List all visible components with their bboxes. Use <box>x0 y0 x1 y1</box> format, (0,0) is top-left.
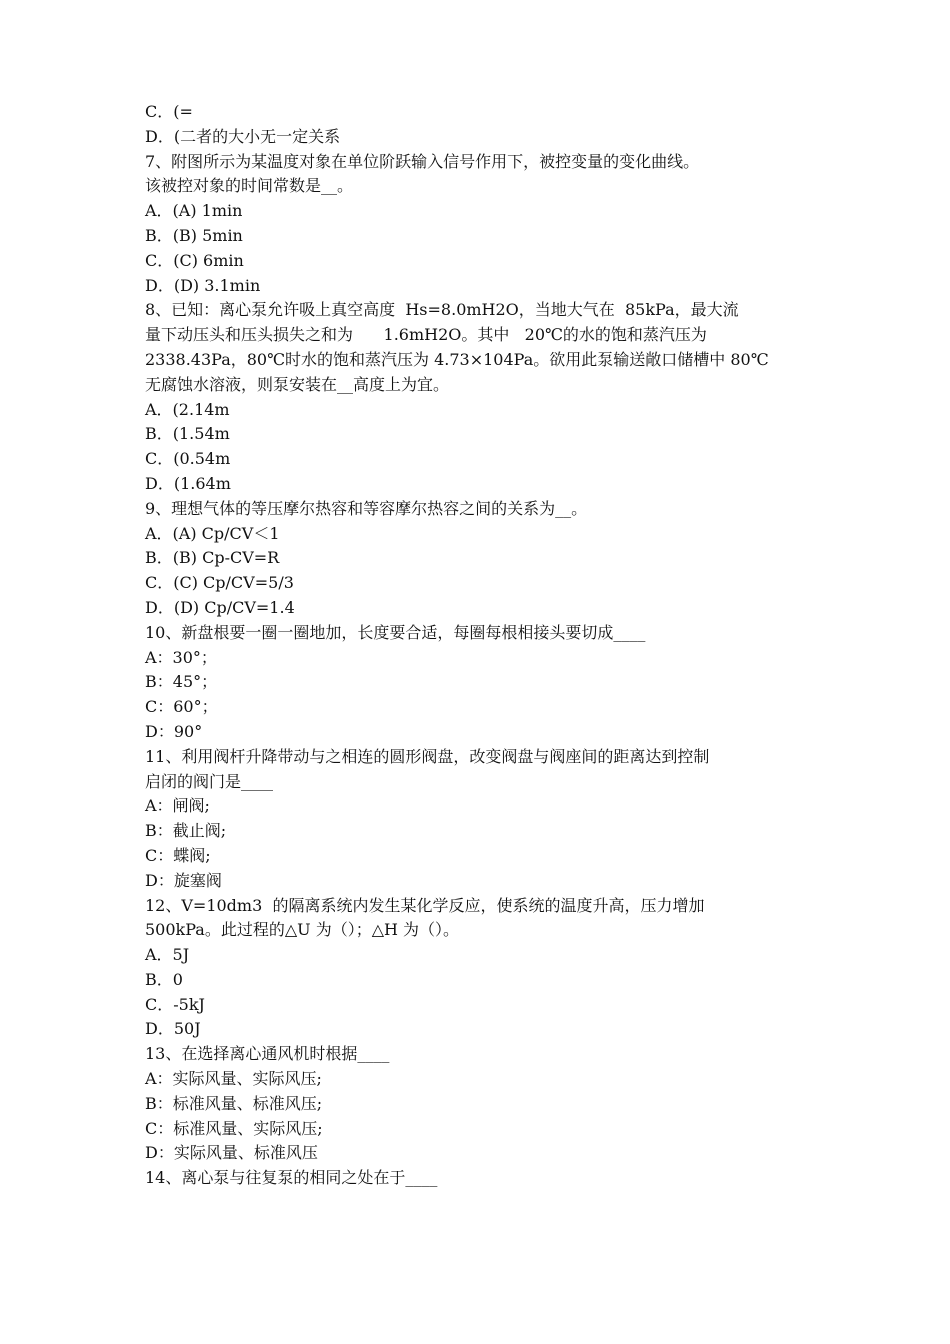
text-line: 量下动压头和压头损失之和为 1.6mH2O。其中 20℃的水的饱和蒸汽压为 <box>145 325 707 345</box>
text-line: 12、V=10dm3 的隔离系统内发生某化学反应，使系统的温度升高，压力增加 <box>145 895 705 915</box>
text-line: A．5J <box>145 945 190 965</box>
text-line: D．(1.64m <box>145 473 231 493</box>
text-line: A．(2.14m <box>145 399 230 419</box>
text-line: 8、已知：离心泵允许吸上真空高度 Hs=8.0mH2O，当地大气在 85kPa，最大流 <box>145 300 739 320</box>
text-line: D．(D) Cp/CV=1.4 <box>145 597 295 617</box>
text-line: A：实际风量、实际风压; <box>145 1069 322 1089</box>
text-line: C：60°； <box>145 697 218 717</box>
text-line: 2338.43Pa，80℃时水的饱和蒸汽压为 4.73×104Pa。欲用此泵输送敞口储槽中 80℃ <box>145 349 769 369</box>
text-line: A．(A) 1min <box>145 201 243 221</box>
text-line: 500kPa。此过程的△U 为（）；△H 为（）。 <box>145 920 460 940</box>
text-line: A．(A) Cp/CV＜1 <box>145 523 280 543</box>
text-line: D：实际风量、标准风压 <box>145 1143 318 1163</box>
text-line: C．(C) Cp/CV=5/3 <box>145 573 294 593</box>
text-line: 启闭的阀门是____ <box>145 771 274 791</box>
text-line: B：45°； <box>145 672 218 692</box>
text-line: 10、新盘根要一圈一圈地加，长度要合适，每圈每根相接头要切成____ <box>145 622 646 642</box>
text-line: C．(0.54m <box>145 449 231 469</box>
text-line: A：闸阀; <box>145 796 210 816</box>
text-line: B．(B) Cp-CV=R <box>145 548 280 568</box>
text-line: 无腐蚀水溶液，则泵安装在__高度上为宜。 <box>145 374 450 394</box>
text-line: 14、离心泵与往复泵的相同之处在于____ <box>145 1168 438 1188</box>
text-line: D．(D) 3.1min <box>145 275 261 295</box>
text-line: B．0 <box>145 969 183 989</box>
text-line: C．(= <box>145 102 193 121</box>
text-line: B：截止阀; <box>145 821 227 841</box>
text-line: D．(二者的大小无一定关系 <box>145 126 341 146</box>
text-line: 该被控对象的时间常数是__。 <box>145 176 354 196</box>
text-line: D：90° <box>145 721 203 741</box>
text-line: 7、附图所示为某温度对象在单位阶跃输入信号作用下，被控变量的变化曲线。 <box>145 151 700 171</box>
text-line: 9、理想气体的等压摩尔热容和等容摩尔热容之间的关系为__。 <box>145 498 588 518</box>
document-page <box>145 100 835 1191</box>
text-line: D：旋塞阀 <box>145 870 222 890</box>
text-line: C．(C) 6min <box>145 250 244 270</box>
text-line: 11、利用阀杆升降带动与之相连的圆形阀盘，改变阀盘与阀座间的距离达到控制 <box>145 746 710 766</box>
text-line: B．(1.54m <box>145 424 230 444</box>
text-line: C：蝶阀; <box>145 845 211 865</box>
text-line: D．50J <box>145 1019 201 1039</box>
text-line: 13、在选择离心通风机时根据____ <box>145 1044 390 1064</box>
text-line: C．-5kJ <box>145 994 205 1014</box>
text-line: B：标准风量、标准风压; <box>145 1093 323 1113</box>
text-line: B．(B) 5min <box>145 225 243 245</box>
text-line: A：30°； <box>145 647 217 667</box>
text-line: C：标准风量、实际风压; <box>145 1118 323 1138</box>
